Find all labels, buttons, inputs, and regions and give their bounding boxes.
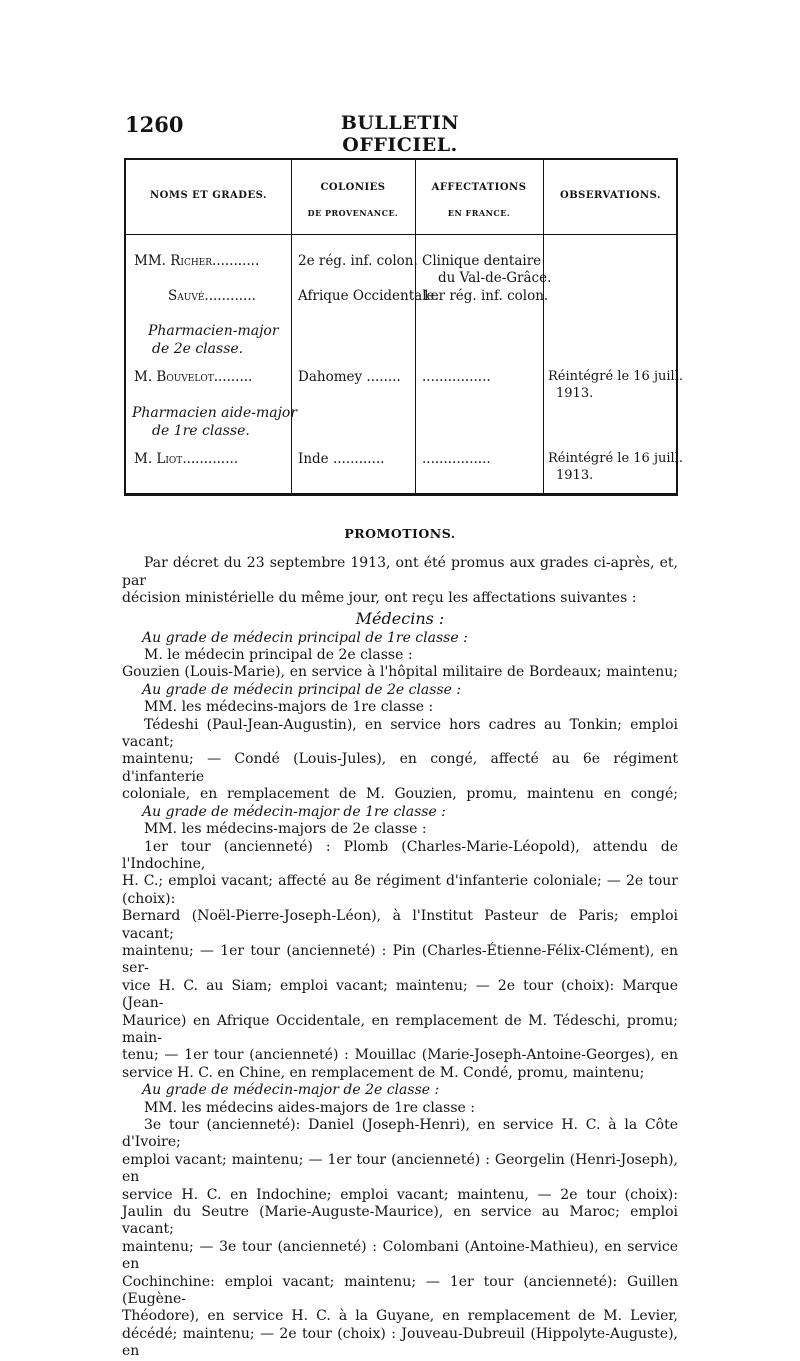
row-richer-name: MM. Richer........... bbox=[134, 253, 260, 269]
grade-pharmacien-aide-major-classe: de 1re classe. bbox=[152, 423, 250, 439]
row-liot-observation: Réintégré le 16 juill. bbox=[548, 451, 683, 466]
row-bouvelot-name: M. Bouvelot......... bbox=[134, 369, 253, 385]
row-bouvelot-colonie: Dahomey ........ bbox=[298, 369, 401, 385]
paragraph-line: vice H. C. au Siam; emploi vacant; maintenu; — 2e tour (choix): Marque (Jean- bbox=[122, 977, 678, 1012]
row-liot-name: M. Liot............. bbox=[134, 451, 239, 467]
row-richer-affectation-1: Clinique dentaire bbox=[422, 253, 542, 269]
grade-heading: Au grade de médecin principal de 1re classe : bbox=[142, 629, 468, 646]
paragraph-line: MM. les médecins-majors de 2e classe : bbox=[144, 821, 427, 838]
paragraph-line: service H. C. en Indochine; emploi vacant; maintenu, — 2e tour (choix): bbox=[122, 1186, 678, 1203]
section-heading: PROMOTIONS. bbox=[344, 526, 456, 541]
header-affectations-sub: EN FRANCE. bbox=[447, 208, 511, 218]
row-sauve-affectation: 1er rég. inf. colon. bbox=[422, 288, 549, 304]
column-divider bbox=[543, 160, 544, 493]
paragraph-line: MM. les médecins-majors de 1re classe : bbox=[144, 699, 434, 716]
grade-pharmacien-major-classe: de 2e classe. bbox=[152, 341, 244, 357]
paragraph-line: Gouzien (Louis-Marie), en service à l'hôpital militaire de Bordeaux; maintenu; bbox=[122, 664, 678, 681]
header-affectations: AFFECTATIONS bbox=[431, 182, 527, 193]
paragraph-line: Maurice) en Afrique Occidentale, en remplacement de M. Tédeschi, promu; main- bbox=[122, 1012, 678, 1046]
paragraph-line: service H. C. en Chine, en remplacement de M. Condé, promu, maintenu; bbox=[122, 1064, 645, 1081]
paragraph-line: emploi vacant; maintenu; — 1er tour (ancienneté) : Georgelin (Henri-Joseph), en bbox=[122, 1151, 678, 1186]
header-colonies-sub: DE PROVENANCE. bbox=[307, 208, 399, 218]
paragraph-line: Théodore), en service H. C. à la Guyane, en remplacement de M. Levier, bbox=[122, 1308, 678, 1325]
paragraph-line: Bernard (Noël-Pierre-Joseph-Léon), à l'Institut Pasteur de Paris; emploi vacant; bbox=[122, 908, 678, 942]
paragraph-line: MM. les médecins aides-majors de 1re classe : bbox=[144, 1099, 475, 1116]
header-colonies: COLONIES bbox=[320, 182, 386, 193]
paragraph-line: décédé; maintenu; — 2e tour (choix) : Jouveau-Dubreuil (Hippolyte-Auguste), en bbox=[122, 1325, 678, 1360]
paragraph-line: M. le médecin principal de 2e classe : bbox=[144, 647, 413, 664]
paragraph-line: Cochinchine: emploi vacant; maintenu; — 1er tour (ancienneté): Guillen (Eugène- bbox=[122, 1273, 678, 1308]
header-divider bbox=[126, 234, 676, 235]
row-liot-observation-year: 1913. bbox=[556, 468, 594, 483]
grade-pharmacien-aide-major: Pharmacien aide-major bbox=[132, 405, 298, 421]
row-sauve-colonie: Afrique Occidentale. bbox=[298, 288, 439, 304]
paragraph-line: décision ministérielle du même jour, ont reçu les affectations suivantes : bbox=[122, 590, 637, 607]
paragraph-line: Par décret du 23 septembre 1913, ont été promus aux grades ci-après, et, par bbox=[122, 555, 678, 589]
row-bouvelot-observation-year: 1913. bbox=[556, 386, 594, 401]
page-number: 1260 bbox=[125, 112, 184, 137]
paragraph-line: maintenu; — 3e tour (ancienneté) : Colombani (Antoine-Mathieu), en service en bbox=[122, 1238, 678, 1273]
paragraph-line: maintenu; — Condé (Louis-Jules), en congé, affecté au 6e régiment d'infanterie bbox=[122, 751, 678, 785]
row-bouvelot-observation: Réintégré le 16 juill. bbox=[548, 369, 683, 384]
promotions-section bbox=[122, 525, 678, 1361]
paragraph-line: maintenu; — 1er tour (ancienneté) : Pin (Charles-Étienne-Félix-Clément), en ser- bbox=[122, 942, 678, 977]
paragraph-line: 1er tour (ancienneté) : Plomb (Charles-Marie-Léopold), attendu de l'Indochine, bbox=[122, 838, 678, 872]
paragraph-line: coloniale, en remplacement de M. Gouzien, promu, maintenu en congé; bbox=[122, 786, 678, 803]
row-richer-colonie: 2e rég. inf. colon. bbox=[298, 253, 418, 269]
assignments-table bbox=[124, 158, 683, 496]
paragraph-line: tenu; — 1er tour (ancienneté) : Mouillac (Marie-Joseph-Antoine-Georges), en bbox=[122, 1047, 678, 1064]
header-noms: NOMS ET GRADES. bbox=[150, 190, 267, 201]
paragraph-line: H. C.; emploi vacant; affecté au 8e régiment d'infanterie coloniale; — 2e tour (choix): bbox=[122, 873, 678, 907]
grade-heading: Au grade de médecin-major de 1re classe : bbox=[142, 803, 446, 820]
row-liot-colonie: Inde ............ bbox=[298, 451, 385, 467]
row-sauve-name: Sauvé............ bbox=[168, 288, 256, 304]
row-richer-affectation-2: du Val-de-Grâce. bbox=[438, 270, 552, 286]
row-liot-affectation: ................ bbox=[422, 451, 491, 467]
page-title: BULLETIN OFFICIEL. bbox=[340, 112, 460, 156]
header-observations: OBSERVATIONS. bbox=[560, 190, 661, 201]
paragraph-line: Tédeshi (Paul-Jean-Augustin), en service hors cadres au Tonkin; emploi vacant; bbox=[122, 716, 678, 751]
subsection-heading: Médecins : bbox=[355, 608, 445, 628]
page-header bbox=[0, 112, 800, 156]
grade-pharmacien-major: Pharmacien-major bbox=[148, 323, 279, 339]
row-bouvelot-affectation: ................ bbox=[422, 369, 491, 385]
paragraph-line: 3e tour (ancienneté): Daniel (Joseph-Henri), en service H. C. à la Côte d'Ivoire; bbox=[122, 1117, 678, 1151]
grade-heading: Au grade de médecin principal de 2e classe : bbox=[142, 681, 462, 698]
grade-heading: Au grade de médecin-major de 2e classe : bbox=[142, 1082, 440, 1099]
paragraph-line: Jaulin du Seutre (Marie-Auguste-Maurice), en service au Maroc; emploi vacant; bbox=[122, 1204, 678, 1238]
